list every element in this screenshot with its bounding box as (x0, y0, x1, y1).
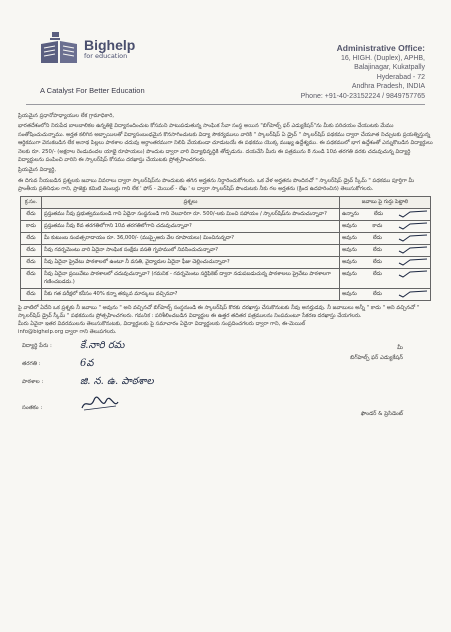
answer-no-option[interactable] (373, 270, 382, 278)
table-row (21, 256, 431, 268)
row-number: లేదు (21, 288, 42, 300)
row-answer (340, 232, 431, 244)
address-line: Balajinagar, Kukatpally (354, 64, 425, 71)
table-row (21, 220, 431, 232)
letter-body (18, 112, 433, 194)
address-line: Andhra Pradesh, INDIA (351, 83, 425, 90)
answer-yes-option[interactable]: అవును (342, 271, 357, 278)
eligibility-table (20, 196, 431, 301)
row-question: నీకు గత పరీక్షలో కనీసం 40% కన్నా తక్కువ మార్కులు వచ్చినవా? (42, 288, 340, 300)
row-answer (340, 244, 431, 256)
answer-no-label: లేదు (372, 271, 382, 278)
table-header-row (21, 196, 431, 208)
answer-no-option[interactable] (373, 290, 382, 298)
pen-tick-mark-icon (398, 270, 428, 278)
office-title: Administrative Office: (336, 43, 425, 53)
answer-yes-option[interactable]: అవును (342, 259, 357, 266)
answer-no-label: లేదు (372, 259, 382, 266)
header-divider (26, 104, 425, 105)
table-row (21, 208, 431, 220)
letter-footer (18, 304, 433, 423)
table-row (21, 268, 431, 288)
instructions-paragraph: ఈ దిగువ నీయబడిన ప్రశ్నలకు జవాబు వివరాలు ద్వారా స్కాలర్‌షిప్‌ను పొందుటకు తగిన అర్హతను నిర్ధారించుకోగలరు. ఒక వేళ అర్హతను పొందినచో " స్కాలర్‌షిప్ డ్రైవ్ స్కీమ్ " పథకము పూర్తిగా మీ ప్రాంతీయ ప్రతినిధుల గాని, ప్రాజెక్టు కమిటి మెంబర్లు గాని లేక ' ఫోన్ - మెయిల్ - లేఖ ' ల ద్వారా స్కాలర్‌షిప్ పొందుటకు నీకు గల అర్హతను (క్రింద ఉదహరించిన) తెలుసుకోగలరు. (18, 177, 415, 193)
pen-tick-mark-icon (398, 210, 428, 218)
school-value[interactable]: జి. న. ఉ. పాఠశాల (80, 376, 154, 388)
class-value[interactable]: 6వ (80, 358, 94, 370)
row-number: లేదు (21, 208, 42, 220)
pen-tick-mark-icon (398, 234, 428, 242)
tagline: A Catalyst For Better Education (40, 86, 145, 95)
answer-options (342, 234, 428, 242)
row-question: నీవు గవర్నమెంటు వారి ఏదైనా సాంఘిక సంక్షేమ వసతి గృహములో నివసించుచున్నావా? (42, 244, 340, 256)
pen-tick-mark-icon (398, 258, 428, 266)
row-question: మీ కుటుంబ సంవత్సరాదాయం రూ. 36,000/- (ముప్పైఆరు వేల రూపాయలు) మించినున్నదా? (42, 232, 340, 244)
answer-no-option[interactable] (373, 258, 382, 266)
answer-no-label: లేదు (373, 211, 383, 218)
answer-no-label: లేదు (372, 247, 382, 254)
answer-no-option[interactable] (372, 222, 382, 230)
class-label: తరగతి : (22, 361, 41, 368)
pen-tick-mark-icon (398, 222, 428, 230)
brand-subtitle: for education (84, 51, 128, 60)
name-label: విద్యార్థి పేరు : (22, 343, 52, 350)
row-number: కాదు (21, 220, 42, 232)
address-line: 16, HIGH. (Duplex), APHB, (340, 54, 425, 62)
name-row (22, 342, 124, 350)
answer-no-option[interactable] (373, 246, 382, 254)
header-answer: జవాబు పై గుర్తు పెట్టాలి (340, 196, 431, 208)
answer-options (342, 222, 428, 230)
answer-no-label: లేదు (372, 291, 382, 298)
answer-no-label: లేదు (372, 235, 382, 242)
name-value[interactable]: కే.నారి రమ (80, 340, 125, 352)
answer-no-option[interactable] (374, 210, 383, 218)
phone-line: Phone: +91-40-23152224 / 9849757765 (300, 92, 425, 100)
answer-yes-option[interactable]: అవును (342, 223, 357, 230)
student-signature-scribble (80, 396, 120, 412)
row-answer (340, 268, 431, 288)
answer-options (342, 290, 428, 298)
row-answer (340, 220, 431, 232)
class-row (22, 360, 93, 368)
student-fields (18, 342, 433, 422)
school-label: పాఠశాల : (22, 379, 44, 386)
intro-paragraph: భారతదేశంలోని నిరుపేద బాలబాలికల ఉన్నతికై విద్యానందించుట కోసమని పాటుపడుతున్న సాంఘిక సేవా సంస్థ అయిన "బిగ్‌హెల్ప్ ఫర్ ఎడ్యుకేషన్"ను మీకు పరిచయం చేయుటకు మేము సంతోషించుచున్నాము. అర్హత కలిగిన అబ్బాయిలతో విద్యాసంబంధమైన కొనసాగించుటకు విద్యా సౌకర్యములు వారికి " స్కాలర్‌షిప్ ఏ డ్రైవ్ " స్కాలర్‌షిప్ పథకము ద్వారా చేయూత నిచ్చుటకు ప్రయత్నిస్తున్న ఆర్థికముగా వెనుకబడిన లేక అనాథ పిల్లలు పాఠశాల చదువు అర్ధాంతరముగా నిలిపి వేయకుండా చూడుటయే ఈ పథకము యొక్క ముఖ్య ఉద్దేశ్యము. ఈ పథకములో భాగ ఉద్దేశంతో ఎన్నుకొబడిన విద్యార్థులు నెలకు రూ. 250/- (అక్షరాల రెండువందల యాభై రూపాయలు) పొందుట ద్వారా వారి విద్యాభివృద్ధికి తోడ్పడును. దయచేసి మీరు ఈ పత్రమును 8 నుండి 10వ తరగతి వరకు చదువుచున్న విద్యార్థి విద్యార్థులను పంపించి వారిని ఈ స్కాలర్‌షిప్ కోసము దరఖాస్తు చేయుటకు ప్రోత్సహించగలరు. (18, 123, 433, 164)
contact-note: మీరు ఏవైనా ఇతర వివరములను తెలుసుకొనుటకు, విద్యార్థులకు పై సమాచారం ఏదైనా విద్యార్థులకు సంప్రదించగలరు ద్వారా గాని, ఈ-మెయిల్ (18, 321, 306, 328)
row-question: ప్రస్తుతము నీవు ప్రభుత్వమునుండి గాని ఏదైనా సంస్థనుండి గాని నెలవారిగా రూ. 500/-లకు మించి సహాయం / స్కాలర్‌షిప్‌ను పొందుచున్నావా? (42, 208, 340, 220)
answer-options (342, 258, 428, 266)
row-answer (340, 288, 431, 300)
header-serial: క్ర.సం. (21, 196, 42, 208)
row-number: లేదు (21, 256, 42, 268)
row-answer (340, 256, 431, 268)
header-questions: ప్రశ్నలు (42, 196, 340, 208)
school-row (22, 378, 154, 386)
founder-title: ఫౌండర్ & ప్రెసిడెంట్ (360, 411, 403, 418)
answer-yes-option[interactable]: అవును (342, 291, 357, 298)
pen-tick-mark-icon (398, 290, 428, 298)
answer-no-option[interactable] (373, 234, 382, 242)
brand-logo (38, 30, 135, 66)
table-row (21, 232, 431, 244)
answer-options (342, 210, 428, 218)
brand-name: Bighelp (84, 36, 136, 53)
row-question: నీవు ఏదైనా ప్రైవేటు పాఠశాలలో ఉంటూ నీ వసతి, వైద్యాదుల ఏదైనా ఫీజు చెల్లించుచున్నావా? (42, 256, 340, 268)
answer-no-label: కాదు (372, 223, 383, 230)
pen-tick-mark-icon (398, 246, 428, 254)
row-number: లేదు (21, 244, 42, 256)
student-greeting: ప్రియమైన విద్యార్థి, (18, 167, 57, 174)
email-line: info@bighelp.org ద్వారా గాని తెలుపగలరు. (18, 329, 117, 336)
eligibility-note: పై వాటిలో ఏదేని ఒక ప్రశ్నకు నీ జవాబు " అవును " అని వచ్చినచో బిగ్‌హెల్ప్ సంస్థనుండి ఈ స్కాలర్‌షిప్ కొరకు దరఖాస్తు చేసుకొనుటకు నీవు అనర్హుడవు. నీ జవాబులు అన్నీ " కాదు " అని వచ్చినచో " స్కాలర్‌షిప్ డ్రైవ్ స్కీమ్ " పథకమును ప్రోత్సహించగలరు. గమనిక : పరిశీలించబడిన విద్యార్థుల ఈ ఉత్తర తదితర పత్రములను నింపమంటూ సేకరణ దరఖాస్తు చేయగలరు. (18, 304, 420, 319)
table-row (21, 288, 431, 300)
table-row (21, 244, 431, 256)
answer-options (342, 246, 428, 254)
letterhead (12, 0, 439, 112)
row-number: లేదు (21, 268, 42, 288)
answer-yes-option[interactable]: అవును (342, 247, 357, 254)
row-question: నీవు ఏదైనా ప్రయివేటు పాఠశాలలో చదువుచున్నావా? (గమనిక - గవర్నమెంటు సర్టిఫికెట్ ద్వారా నడుపబడుచున్న పాఠశాలలు ప్రైవేటు పాఠశాలగా గణించబడదు.) (42, 268, 340, 288)
row-question: ప్రస్తుతము నీవు 8వ తరగతిలోగాని 10వ తరగతిలోగాని చదువుచున్నావా? (42, 220, 340, 232)
address-line: Hyderabad - 72 (376, 73, 425, 81)
row-number: లేదు (21, 232, 42, 244)
answer-options (342, 270, 428, 278)
regards: మీ (397, 345, 403, 352)
office-address (301, 44, 425, 101)
signature-row (22, 396, 120, 412)
answer-yes-option[interactable]: అవును (342, 235, 357, 242)
book-logo-icon (38, 30, 80, 66)
answer-yes-option[interactable]: ఉన్నాను (342, 211, 359, 218)
salutation: ప్రియమైన ప్రధానోపాధ్యాయుల లేక గ్రామాధికారి, (18, 113, 115, 119)
signature-label: సంతకం : (22, 405, 43, 412)
org-signature: బిగ్‌హెల్ప్ ఫర్ ఎడ్యుకేషన్ (350, 355, 403, 362)
row-answer (340, 208, 431, 220)
